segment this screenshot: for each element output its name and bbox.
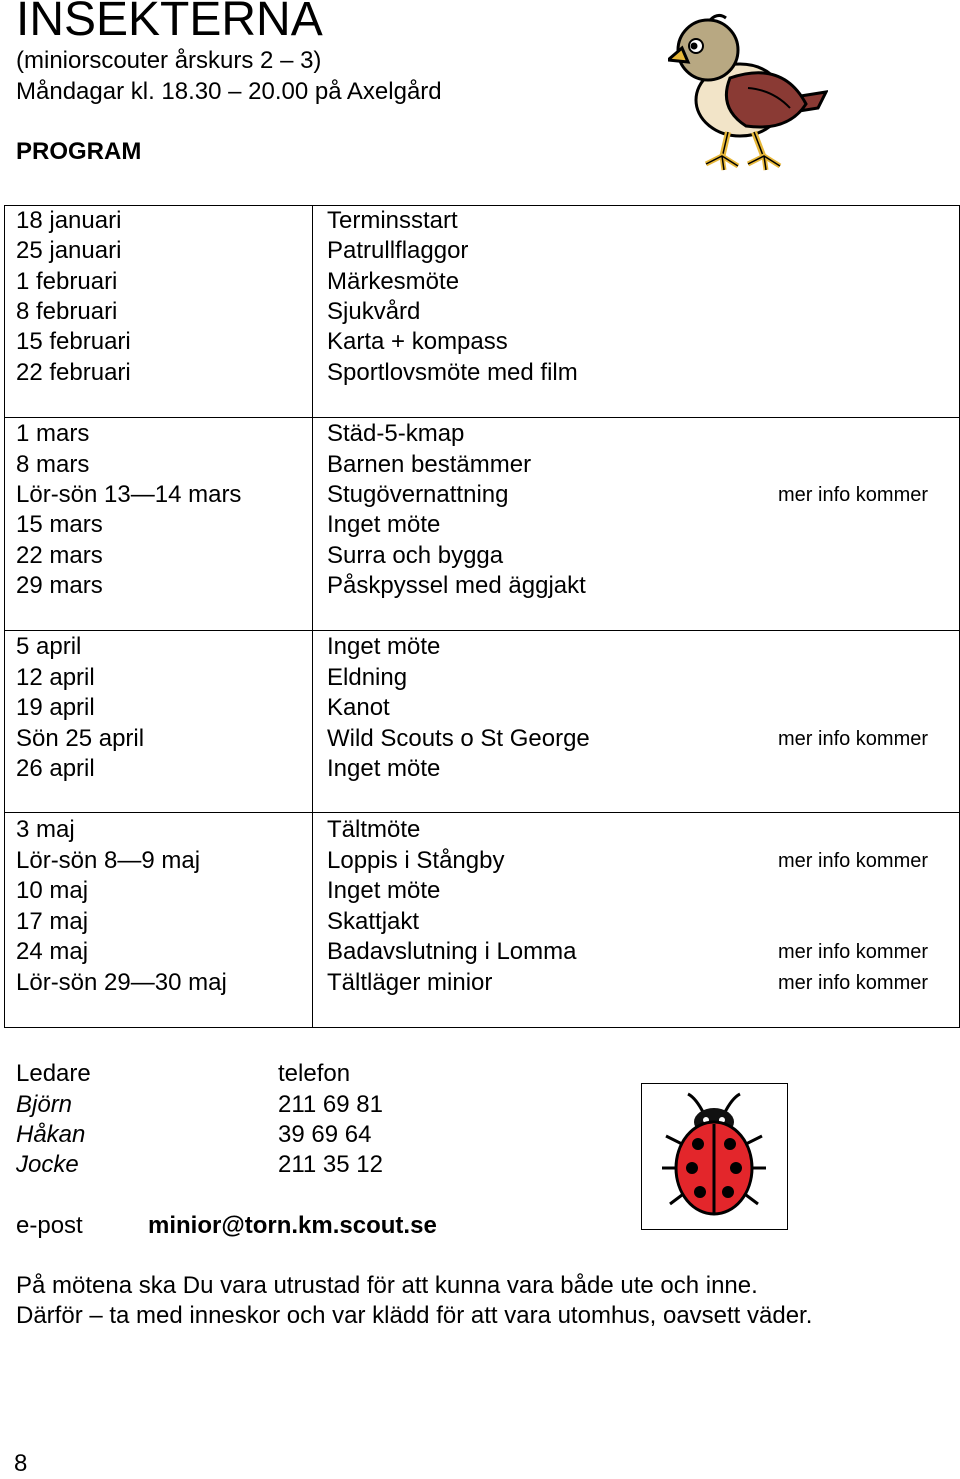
page-number: 8 [14, 1450, 28, 1477]
month-divider [5, 812, 959, 813]
email-row [16, 1211, 437, 1241]
program-row [5, 541, 959, 571]
leader-row [16, 1150, 383, 1180]
leader-name: Jocke [16, 1151, 79, 1178]
leader-row [16, 1090, 383, 1120]
program-note: mer info kommer [778, 850, 929, 872]
program-activity: Påskpyssel med äggjakt [327, 572, 586, 599]
program-row [5, 206, 959, 236]
program-row [5, 754, 959, 784]
program-date: 12 april [16, 664, 95, 691]
program-row [5, 907, 959, 937]
leader-phone: 211 35 12 [278, 1151, 383, 1178]
subtitle: (miniorscouter årskurs 2 – 3) [16, 47, 322, 74]
program-activity: Inget möte [327, 755, 441, 782]
program-row [5, 815, 959, 845]
program-activity: Tältmöte [327, 816, 421, 843]
program-date: 1 mars [16, 420, 90, 447]
program-row [5, 267, 959, 297]
page-title: INSEKTERNA [16, 0, 323, 46]
program-table [4, 205, 960, 1028]
program-date: 22 mars [16, 542, 103, 569]
email-label: e-post [16, 1212, 83, 1239]
leader-row [16, 1120, 372, 1150]
program-note: mer info kommer [778, 728, 929, 750]
program-activity: Inget möte [327, 877, 441, 904]
program-activity: Barnen bestämmer [327, 451, 532, 478]
program-date: Lör-sön 8—9 maj [16, 847, 201, 874]
program-row [5, 724, 959, 754]
program-row [5, 236, 959, 266]
program-activity: Sportlovsmöte med film [327, 359, 578, 386]
leaders-header-name: Ledare [16, 1060, 91, 1087]
program-activity: Patrullflaggor [327, 237, 469, 264]
program-date: 15 februari [16, 328, 131, 355]
leaders-header-phone: telefon [278, 1060, 351, 1087]
program-row [5, 419, 959, 449]
program-date: 15 mars [16, 511, 103, 538]
program-date: 24 maj [16, 938, 89, 965]
program-date: 17 maj [16, 908, 89, 935]
program-activity: Loppis i Stångby [327, 847, 505, 874]
program-activity: Sjukvård [327, 298, 421, 325]
program-activity: Wild Scouts o St George [327, 725, 590, 752]
program-date: Lör-sön 13—14 mars [16, 481, 242, 508]
program-date: 26 april [16, 755, 95, 782]
program-activity: Terminsstart [327, 207, 458, 234]
program-row [5, 663, 959, 693]
program-row [5, 510, 959, 540]
program-activity: Eldning [327, 664, 408, 691]
program-row [5, 846, 959, 876]
program-row [5, 571, 959, 601]
program-activity: Tältläger minior [327, 969, 493, 996]
program-date: 1 februari [16, 268, 118, 295]
program-date: Sön 25 april [16, 725, 145, 752]
program-date: 3 maj [16, 816, 75, 843]
leader-name: Björn [16, 1091, 73, 1118]
month-divider [5, 417, 959, 418]
program-row [5, 450, 959, 480]
program-date: 10 maj [16, 877, 89, 904]
email-address: minior@torn.km.scout.se [148, 1212, 437, 1239]
bird-icon [668, 8, 828, 172]
program-activity: Skattjakt [327, 908, 420, 935]
program-activity: Märkesmöte [327, 268, 460, 295]
leader-phone: 211 69 81 [278, 1091, 383, 1118]
program-row [5, 480, 959, 510]
program-heading: PROGRAM [16, 138, 142, 165]
equipment-note: På mötena ska Du vara utrustad för att kunna vara både ute och inne. [16, 1272, 758, 1299]
program-note: mer info kommer [778, 484, 929, 506]
leader-phone: 39 69 64 [278, 1121, 372, 1148]
leader-name: Håkan [16, 1121, 86, 1148]
program-date: 18 januari [16, 207, 122, 234]
clothing-note: Därför – ta med inneskor och var klädd för att vara utomhus, oavsett väder. [16, 1302, 813, 1329]
program-row [5, 632, 959, 662]
program-activity: Karta + kompass [327, 328, 508, 355]
program-date: 25 januari [16, 237, 122, 264]
program-date: 8 mars [16, 451, 90, 478]
program-date: Lör-sön 29—30 maj [16, 969, 227, 996]
program-activity: Badavslutning i Lomma [327, 938, 577, 965]
program-date: 5 april [16, 633, 82, 660]
program-date: 19 april [16, 694, 95, 721]
program-activity: Inget möte [327, 633, 441, 660]
program-row [5, 876, 959, 906]
program-row [5, 327, 959, 357]
program-activity: Surra och bygga [327, 542, 504, 569]
ladybug-icon [641, 1083, 788, 1230]
leaders-header [16, 1059, 351, 1089]
meeting-schedule: Måndagar kl. 18.30 – 20.00 på Axelgård [16, 78, 442, 105]
program-note: mer info kommer [778, 941, 929, 963]
program-row [5, 358, 959, 388]
program-row [5, 968, 959, 998]
program-activity: Inget möte [327, 511, 441, 538]
program-note: mer info kommer [778, 972, 929, 994]
program-activity: Stugövernattning [327, 481, 509, 508]
program-date: 8 februari [16, 298, 118, 325]
program-date: 22 februari [16, 359, 131, 386]
program-row [5, 297, 959, 327]
program-activity: Städ-5-kmap [327, 420, 465, 447]
program-activity: Kanot [327, 694, 390, 721]
program-row [5, 937, 959, 967]
month-divider [5, 630, 959, 631]
program-row [5, 693, 959, 723]
program-date: 29 mars [16, 572, 103, 599]
